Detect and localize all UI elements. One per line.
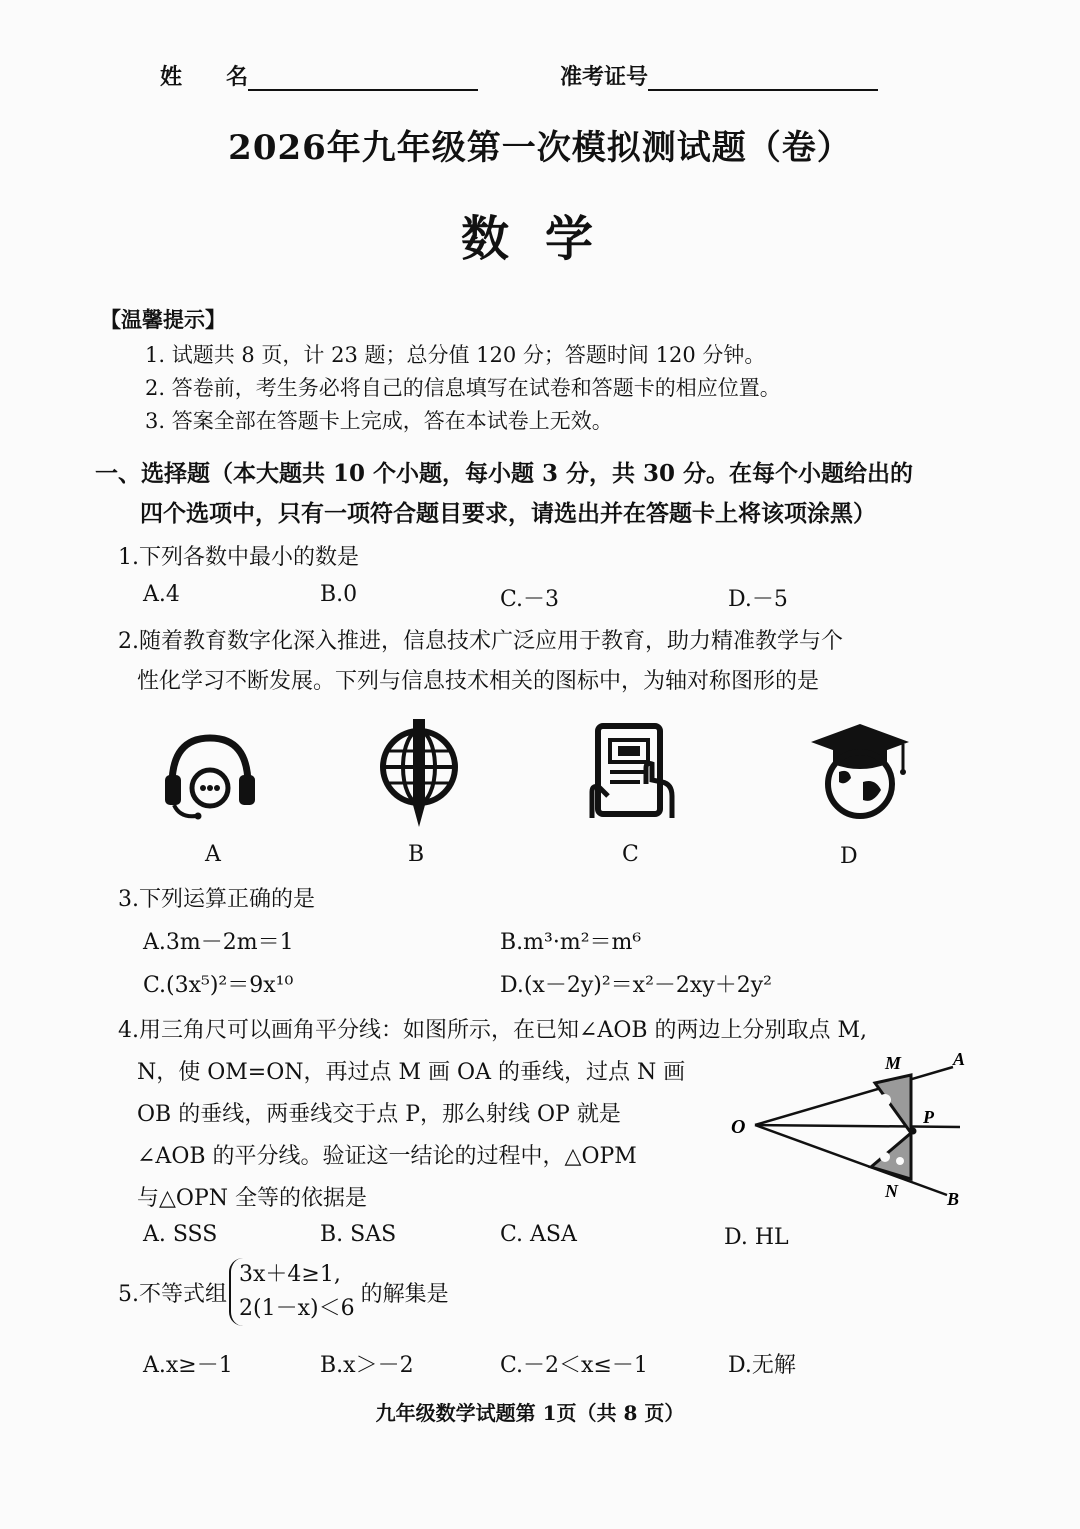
inequality-system (229, 1258, 355, 1326)
q5-option-b[interactable]: B.x＞－2 (320, 1353, 414, 1378)
q1-option-a[interactable]: A.4 (143, 582, 180, 607)
q4-stem-cont: 与△OPN 全等的依据是 (137, 1186, 368, 1211)
q1-option-d[interactable]: D.－5 (728, 587, 788, 612)
name-label: 姓 名 (160, 64, 249, 90)
q2-stem: 2.随着教育数字化深入推进，信息技术广泛应用于教育，助力精准教学与个 (118, 629, 843, 654)
exam-id-field (560, 60, 878, 91)
q4-stem-cont: OB 的垂线，两垂线交于点 P，那么射线 OP 就是 (137, 1102, 621, 1127)
q4-option-b[interactable]: B. SAS (320, 1222, 397, 1247)
name-blank[interactable] (248, 65, 478, 91)
q5-suffix: 的解集是 (360, 1281, 449, 1307)
label-o: O (731, 1116, 746, 1138)
q5-option-c[interactable]: C.－2＜x≤－1 (500, 1353, 648, 1378)
label-n: N (885, 1181, 898, 1201)
q1-stem: 1.下列各数中最小的数是 (118, 545, 359, 570)
graduation-globe-icon (805, 720, 915, 820)
q4-option-c[interactable]: C. ASA (500, 1222, 577, 1247)
exam-id-label: 准考证号 (560, 64, 649, 90)
q2-label-c[interactable]: C (622, 842, 639, 867)
headphones-icon (160, 730, 260, 825)
q4-stem-cont: N，使 OM=ON，再过点 M 画 OA 的垂线，过点 N 画 (137, 1060, 686, 1085)
inequality-1: 3x＋4≥1, (239, 1262, 341, 1287)
tip-item: 1. 试题共 8 页，计 23 题；总分值 120 分；答题时间 120 分钟。 (145, 343, 766, 367)
q3-option-c[interactable]: C.(3x⁵)²＝9x¹⁰ (143, 973, 294, 998)
inequality-2: 2(1－x)＜6 (239, 1296, 355, 1321)
name-field (160, 60, 478, 91)
section-heading: 一、选择题（本大题共 10 个小题，每小题 3 分，共 30 分。在每个小题给出的 (95, 460, 914, 487)
q4-stem-cont: ∠AOB 的平分线。验证这一结论的过程中，△OPM (137, 1144, 637, 1169)
label-m: M (885, 1053, 902, 1073)
q4-option-a[interactable]: A. SSS (143, 1222, 218, 1247)
q3-option-b[interactable]: B.m³·m²＝m⁶ (500, 930, 642, 955)
q2-label-a[interactable]: A (205, 842, 221, 867)
label-b: B (947, 1189, 960, 1209)
q5-stem (118, 1258, 449, 1326)
q4-stem: 4.用三角尺可以画角平分线：如图所示，在已知∠AOB 的两边上分别取点 M, (118, 1018, 868, 1043)
globe-pen-icon (378, 715, 460, 835)
q5-prefix: 5.不等式组 (118, 1281, 227, 1307)
tablet-hand-icon (588, 722, 678, 822)
q4-option-d[interactable]: D. HL (724, 1225, 789, 1250)
tips-heading: 【温馨提示】 (100, 308, 226, 332)
q1-option-b[interactable]: B.0 (320, 582, 358, 607)
label-p: P (923, 1107, 934, 1127)
q3-option-d[interactable]: D.(x－2y)²＝x²－2xy＋2y² (500, 973, 772, 998)
q5-option-a[interactable]: A.x≥－1 (143, 1353, 233, 1378)
q2-label-d[interactable]: D (840, 844, 858, 869)
page-title: 2026年九年级第一次模拟测试题（卷） (228, 128, 852, 168)
page-footer: 九年级数学试题第 1页（共 8 页） (375, 1401, 685, 1425)
section-heading-cont: 四个选项中，只有一项符合题目要求，请选出并在答题卡上将该项涂黑） (140, 500, 876, 527)
tip-item: 2. 答卷前，考生务必将自己的信息填写在试卷和答题卡的相应位置。 (145, 376, 781, 400)
subject-title: 数学 (460, 211, 629, 267)
q1-option-c[interactable]: C.－3 (500, 587, 560, 612)
tip-item: 3. 答案全部在答题卡上完成，答在本试卷上无效。 (145, 409, 613, 433)
label-a: A (953, 1049, 966, 1069)
angle-bisector-figure (725, 1045, 975, 1210)
q2-stem-cont: 性化学习不断发展。下列与信息技术相关的图标中，为轴对称图形的是 (137, 669, 820, 694)
q2-label-b[interactable]: B (408, 842, 425, 867)
q3-option-a[interactable]: A.3m－2m＝1 (143, 930, 294, 955)
q3-stem: 3.下列运算正确的是 (118, 887, 315, 912)
q5-option-d[interactable]: D.无解 (728, 1353, 796, 1378)
exam-id-blank[interactable] (648, 65, 878, 91)
